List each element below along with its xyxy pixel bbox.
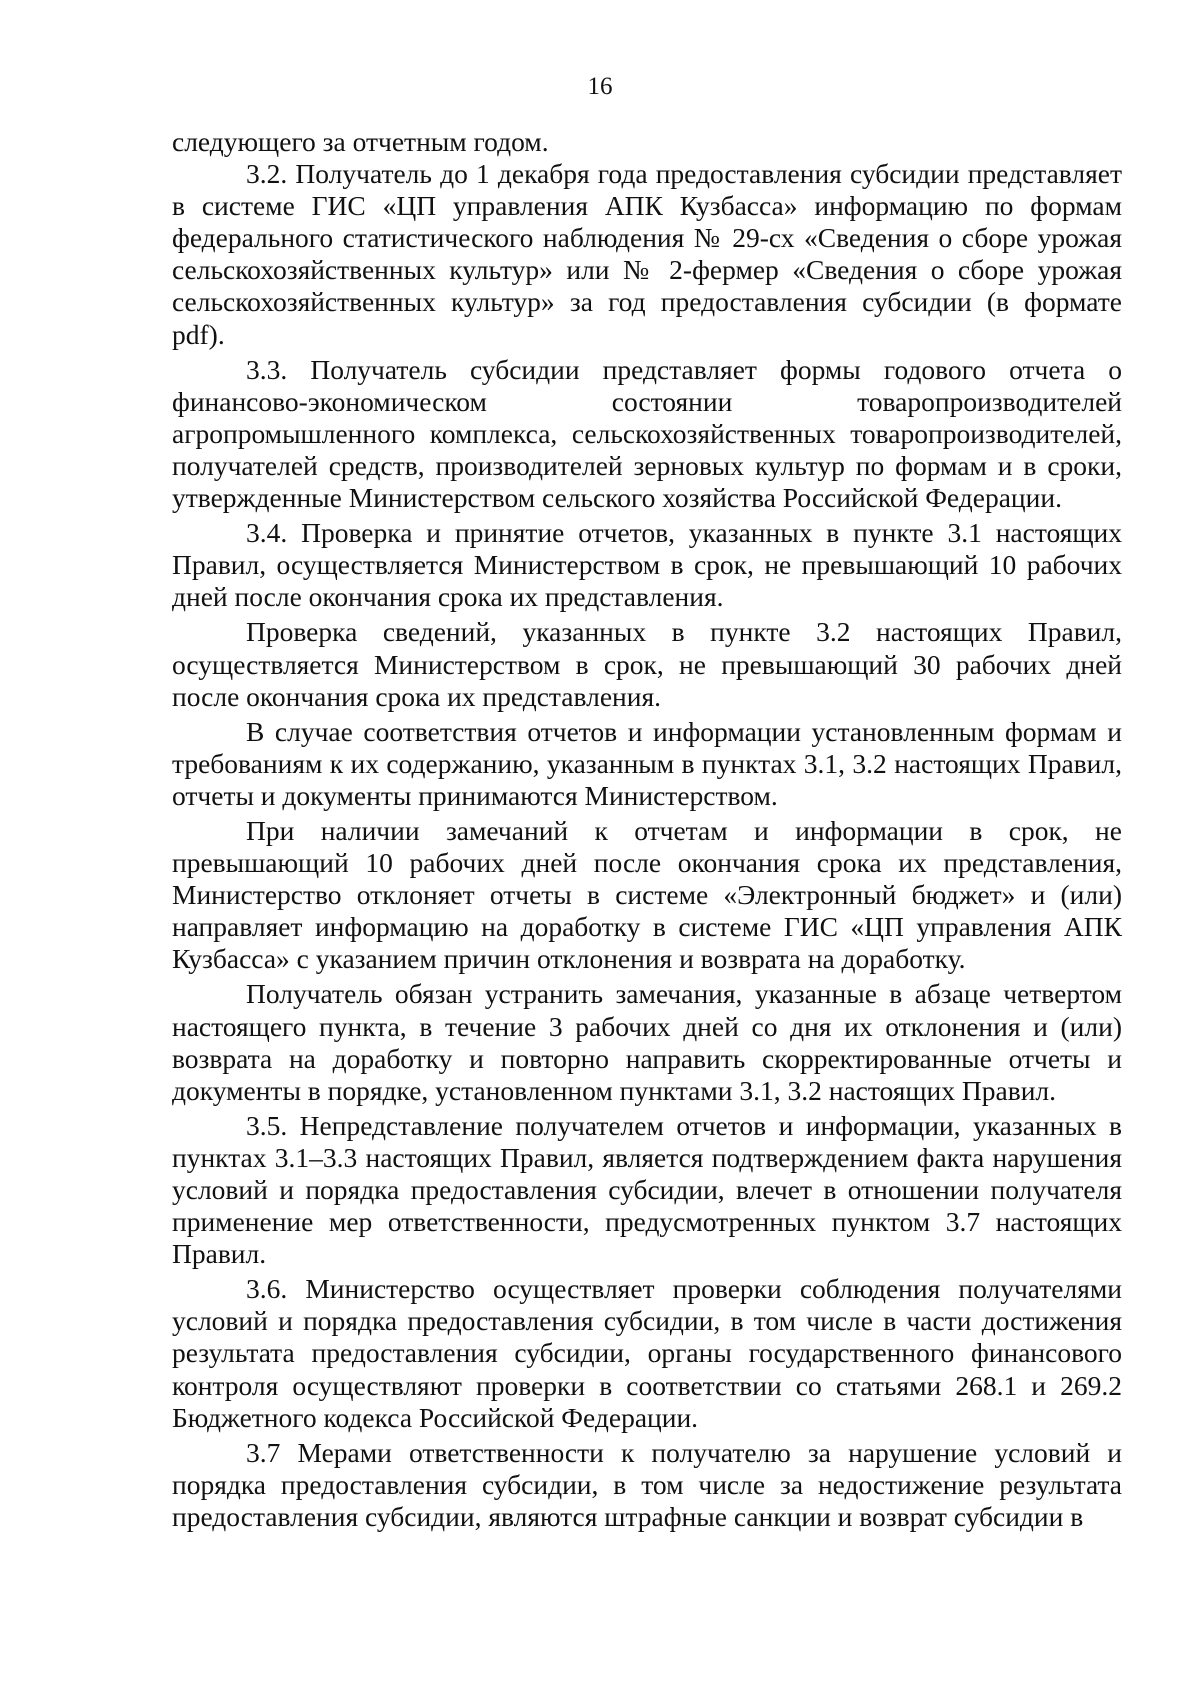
paragraph-3-4-corrections: Получатель обязан устранить замечания, указанные в абзаце четвертом настоящего пункта, в течение 3 рабочих дней со дня их отклонения и (или) возврата на доработку и повторно направить скорректированные отчеты и документы в порядке, установленном пунктами 3.1, 3.2 настоящих Правил.: [172, 978, 1122, 1106]
paragraph-3-4: 3.4. Проверка и принятие отчетов, указанных в пункте 3.1 настоящих Правил, осуществляется Министерством в срок, не превышающий 10 рабочих дней после окончания срока их представления.: [172, 517, 1122, 613]
paragraph-continuation: следующего за отчетным годом.: [172, 126, 549, 157]
paragraph-3-4-verification: Проверка сведений, указанных в пункте 3.2 настоящих Правил, осуществляется Министерством в срок, не превышающий 30 рабочих дней после окончания срока их представления.: [172, 616, 1122, 712]
paragraph-3-2: 3.2. Получатель до 1 декабря года предоставления субсидии представляет в системе ГИС «ЦП управления АПК Кузбасса» информацию по формам федерального статистического наблюдения № 29-сх «Сведения о сборе урожая сельскохозяйственных культур» или № 2-фермер «Сведения о сборе урожая сельскохозяйственных культур» за год предоставления субсидии (в формате pdf).: [172, 158, 1122, 350]
page-number: 16: [587, 73, 613, 100]
paragraph-3-7: 3.7 Мерами ответственности к получателю за нарушение условий и порядка предоставления субсидии, в том числе за недостижение результата предоставления субсидии, являются штрафные санкции и возврат субсидии в: [172, 1436, 1122, 1532]
paragraph-3-5: 3.5. Непредставление получателем отчетов и информации, указанных в пунктах 3.1–3.3 настоящих Правил, является подтверждением факта нарушения условий и порядка предоставления субсидии, влечет в отношении получателя применение мер ответственности, предусмотренных пунктом 3.7 настоящих Правил.: [172, 1109, 1122, 1270]
paragraph-3-6: 3.6. Министерство осуществляет проверки соблюдения получателями условий и порядка предоставления субсидии, в том числе в части достижения результата предоставления субсидии, органы государственного финансового контроля осуществляют проверки в соответствии со статьями 268.1 и 269.2 Бюджетного кодекса Российской Федерации.: [172, 1273, 1122, 1433]
paragraph-3-4-remarks: При наличии замечаний к отчетам и информации в срок, не превышающий 10 рабочих дней после окончания срока их представления, Министерство отклоняет отчеты в системе «Электронный бюджет» и (или) направляет информацию на доработку в системе ГИС «ЦП управления АПК Кузбасса» с указанием причин отклонения и возврата на доработку.: [172, 814, 1122, 975]
document-body: [172, 126, 1122, 1533]
paragraph-3-3: 3.3. Получатель субсидии представляет формы годового отчета о финансово-экономическом состоянии товаропроизводителей агропромышленного комплекса, сельскохозяйственных товаропроизводителей, получателей средств, производителей зерновых культур по формам и в сроки, утвержденные Министерством сельского хозяйства Российской Федерации.: [172, 353, 1122, 514]
paragraph-3-4-acceptance: В случае соответствия отчетов и информации установленным формам и требованиям к их содержанию, указанным в пунктах 3.1, 3.2 настоящих Правил, отчеты и документы принимаются Министерством.: [172, 715, 1122, 811]
